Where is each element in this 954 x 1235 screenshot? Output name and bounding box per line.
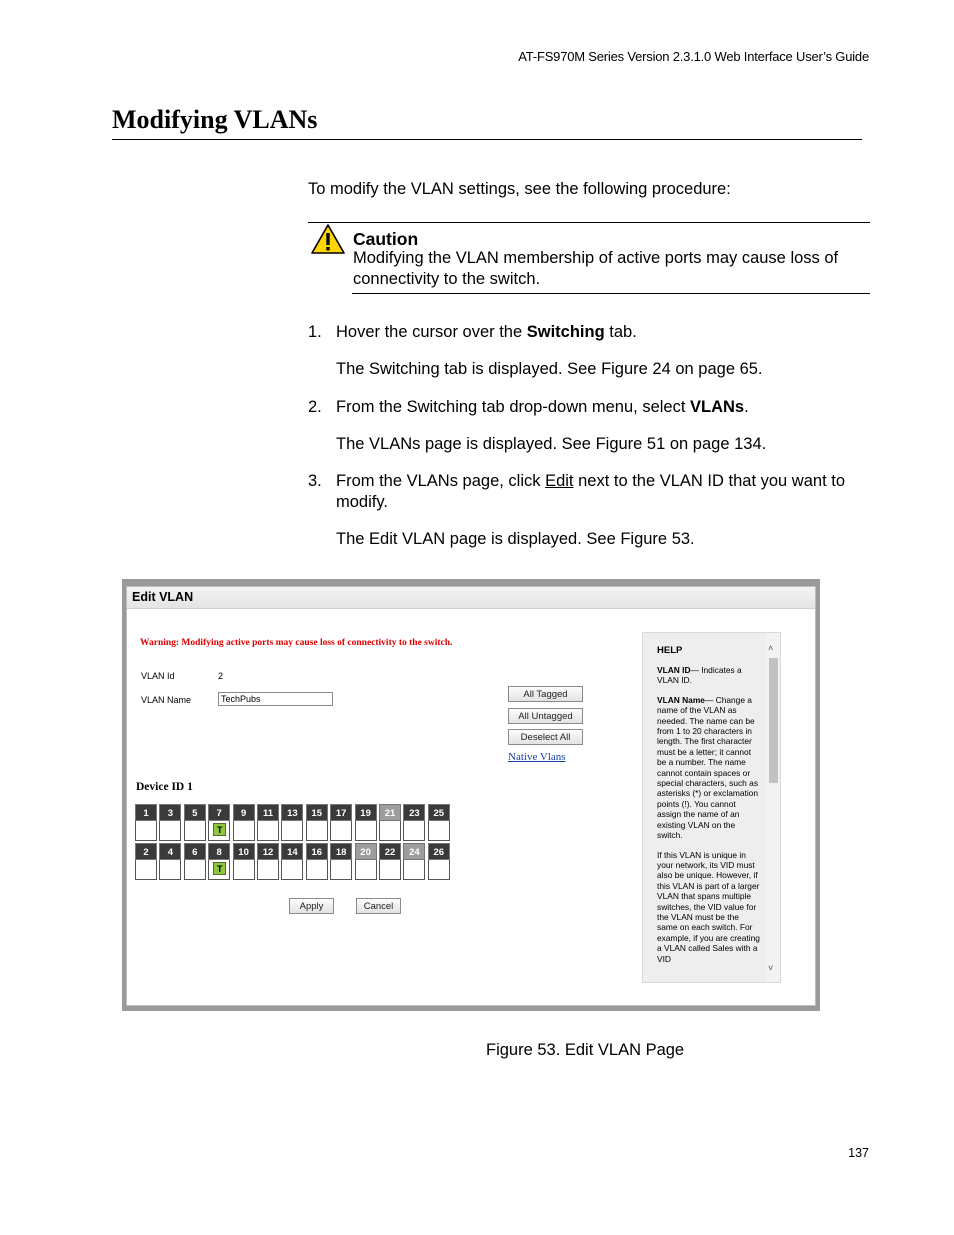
scrollbar-thumb[interactable] <box>769 658 778 783</box>
step-1-result: The Switching tab is displayed. See Figure 24 on page 65. <box>336 360 763 378</box>
scroll-down-icon[interactable]: ˅ <box>768 963 774 973</box>
port-membership-cell[interactable] <box>330 860 352 880</box>
port-8[interactable] <box>208 843 230 880</box>
section-title: Modifying VLANs <box>112 105 318 134</box>
port-number: 15 <box>306 804 328 821</box>
port-membership-cell[interactable] <box>159 821 181 841</box>
port-number: 7 <box>208 804 230 821</box>
step-1-number: 1. <box>308 323 322 341</box>
step-2-text: From the Switching tab drop-down menu, select VLANs. <box>336 398 749 416</box>
port-membership-cell[interactable] <box>184 860 206 880</box>
help-heading: HELP <box>657 645 683 656</box>
deselect-all-button[interactable]: Deselect All <box>508 729 583 745</box>
port-23[interactable] <box>403 804 425 841</box>
port-number: 11 <box>257 804 279 821</box>
port-membership-cell[interactable] <box>355 860 377 880</box>
warning-triangle-icon <box>311 224 345 254</box>
port-number: 16 <box>306 843 328 860</box>
port-number: 13 <box>281 804 303 821</box>
port-number: 24 <box>403 843 425 860</box>
warning-text: Warning: Modifying active ports may cause loss of connectivity to the switch. <box>140 638 453 648</box>
port-2[interactable] <box>135 843 157 880</box>
port-membership-cell[interactable] <box>135 860 157 880</box>
port-9[interactable] <box>233 804 255 841</box>
running-header: AT-FS970M Series Version 2.3.1.0 Web Interface User’s Guide <box>518 49 869 64</box>
help-scrollbar[interactable] <box>766 633 780 982</box>
port-membership-cell[interactable] <box>208 860 230 880</box>
port-number: 23 <box>403 804 425 821</box>
cancel-button[interactable]: Cancel <box>356 898 401 914</box>
port-membership-cell[interactable] <box>355 821 377 841</box>
figure-caption: Figure 53. Edit VLAN Page <box>486 1041 685 1059</box>
port-21[interactable] <box>379 804 401 841</box>
native-vlans-link[interactable]: Native Vlans <box>508 751 566 763</box>
port-17[interactable] <box>330 804 352 841</box>
port-12[interactable] <box>257 843 279 880</box>
port-6[interactable] <box>184 843 206 880</box>
port-15[interactable] <box>306 804 328 841</box>
page-number: 137 <box>848 1146 869 1160</box>
title-rule <box>112 139 862 140</box>
port-membership-cell[interactable] <box>135 821 157 841</box>
help-panel <box>642 632 781 983</box>
port-membership-cell[interactable] <box>379 860 401 880</box>
port-number: 26 <box>428 843 450 860</box>
step-3-text: From the VLANs page, click Edit next to the VLAN ID that you want to modify. <box>336 472 846 511</box>
port-membership-cell[interactable] <box>428 860 450 880</box>
apply-button[interactable]: Apply <box>289 898 334 914</box>
port-number: 8 <box>208 843 230 860</box>
caution-text: Modifying the VLAN membership of active ports may cause loss of connectivity to the switch. <box>353 249 839 288</box>
port-1[interactable] <box>135 804 157 841</box>
port-number: 10 <box>233 843 255 860</box>
port-22[interactable] <box>379 843 401 880</box>
port-number: 18 <box>330 843 352 860</box>
port-number: 12 <box>257 843 279 860</box>
port-membership-cell[interactable] <box>257 860 279 880</box>
step-3-number: 3. <box>308 472 322 490</box>
port-number: 1 <box>135 804 157 821</box>
port-number: 14 <box>281 843 303 860</box>
vlan-id-value: 2 <box>218 671 224 681</box>
port-19[interactable] <box>355 804 377 841</box>
edit-link[interactable]: Edit <box>545 472 574 490</box>
port-membership-cell[interactable] <box>306 860 328 880</box>
vlan-name-input[interactable]: TechPubs <box>218 692 333 706</box>
panel-titlebar <box>127 587 815 609</box>
caution-title: Caution <box>353 229 419 249</box>
port-membership-cell[interactable] <box>428 821 450 841</box>
edit-vlan-screenshot <box>122 579 820 1011</box>
step-2-number: 2. <box>308 398 322 416</box>
port-membership-cell[interactable] <box>403 860 425 880</box>
caution-bottom-rule <box>352 293 870 294</box>
tagged-badge: T <box>213 823 226 836</box>
help-text: VLAN ID— Indicates a VLAN ID. VLAN Name— Change a name of the VLAN as needed. The name can be from 1 to 20 characters in length. The first character must be a letter; it cannot be a number. The name cannot contain spaces or special characters, such as asterisks (*) or exclamation points (!). You cannot assign the name of an existing VLAN on the switch. If this VLAN is unique in your network, its VID must also be unique. However, if this VLAN is part of a larger VLAN that spans multiple switches, the VID value for the VLAN must be the same on each switch. For example, if you are creating a VLAN called Sales with a VID <box>657 665 760 964</box>
port-26[interactable] <box>428 843 450 880</box>
port-18[interactable] <box>330 843 352 880</box>
port-membership-cell[interactable] <box>306 821 328 841</box>
device-id-label: Device ID 1 <box>136 781 193 793</box>
port-membership-cell[interactable] <box>233 821 255 841</box>
intro-text: To modify the VLAN settings, see the following procedure: <box>308 180 731 198</box>
port-membership-cell[interactable] <box>184 821 206 841</box>
port-number: 19 <box>355 804 377 821</box>
port-number: 5 <box>184 804 206 821</box>
port-membership-cell[interactable] <box>330 821 352 841</box>
vlan-id-label: VLAN Id <box>141 671 175 681</box>
port-number: 17 <box>330 804 352 821</box>
port-24[interactable] <box>403 843 425 880</box>
port-20[interactable] <box>355 843 377 880</box>
port-number: 2 <box>135 843 157 860</box>
caution-top-rule <box>308 222 870 223</box>
port-number: 6 <box>184 843 206 860</box>
all-untagged-button[interactable]: All Untagged <box>508 708 583 724</box>
step-1-text: Hover the cursor over the Switching tab. <box>336 323 637 341</box>
tagged-badge: T <box>213 862 226 875</box>
port-11[interactable] <box>257 804 279 841</box>
port-3[interactable] <box>159 804 181 841</box>
port-number: 3 <box>159 804 181 821</box>
port-7[interactable] <box>208 804 230 841</box>
vlan-name-label: VLAN Name <box>141 695 192 705</box>
port-membership-cell[interactable] <box>379 821 401 841</box>
scroll-up-icon[interactable]: ˄ <box>768 643 774 653</box>
port-membership-cell[interactable] <box>208 821 230 841</box>
port-number: 9 <box>233 804 255 821</box>
step-2-result: The VLANs page is displayed. See Figure 51 on page 134. <box>336 435 767 453</box>
port-number: 25 <box>428 804 450 821</box>
edit-vlan-panel <box>126 586 816 1006</box>
port-4[interactable] <box>159 843 181 880</box>
panel-title: Edit VLAN <box>132 590 194 604</box>
port-membership-cell[interactable] <box>281 860 303 880</box>
port-13[interactable] <box>281 804 303 841</box>
port-number: 21 <box>379 804 401 821</box>
port-membership-cell[interactable] <box>159 860 181 880</box>
port-number: 22 <box>379 843 401 860</box>
port-10[interactable] <box>233 843 255 880</box>
port-membership-cell[interactable] <box>233 860 255 880</box>
port-number: 20 <box>355 843 377 860</box>
port-25[interactable] <box>428 804 450 841</box>
port-5[interactable] <box>184 804 206 841</box>
all-tagged-button[interactable]: All Tagged <box>508 686 583 702</box>
port-membership-cell[interactable] <box>403 821 425 841</box>
port-number: 4 <box>159 843 181 860</box>
port-membership-cell[interactable] <box>281 821 303 841</box>
port-14[interactable] <box>281 843 303 880</box>
step-3-result: The Edit VLAN page is displayed. See Figure 53. <box>336 530 695 548</box>
port-membership-cell[interactable] <box>257 821 279 841</box>
port-16[interactable] <box>306 843 328 880</box>
